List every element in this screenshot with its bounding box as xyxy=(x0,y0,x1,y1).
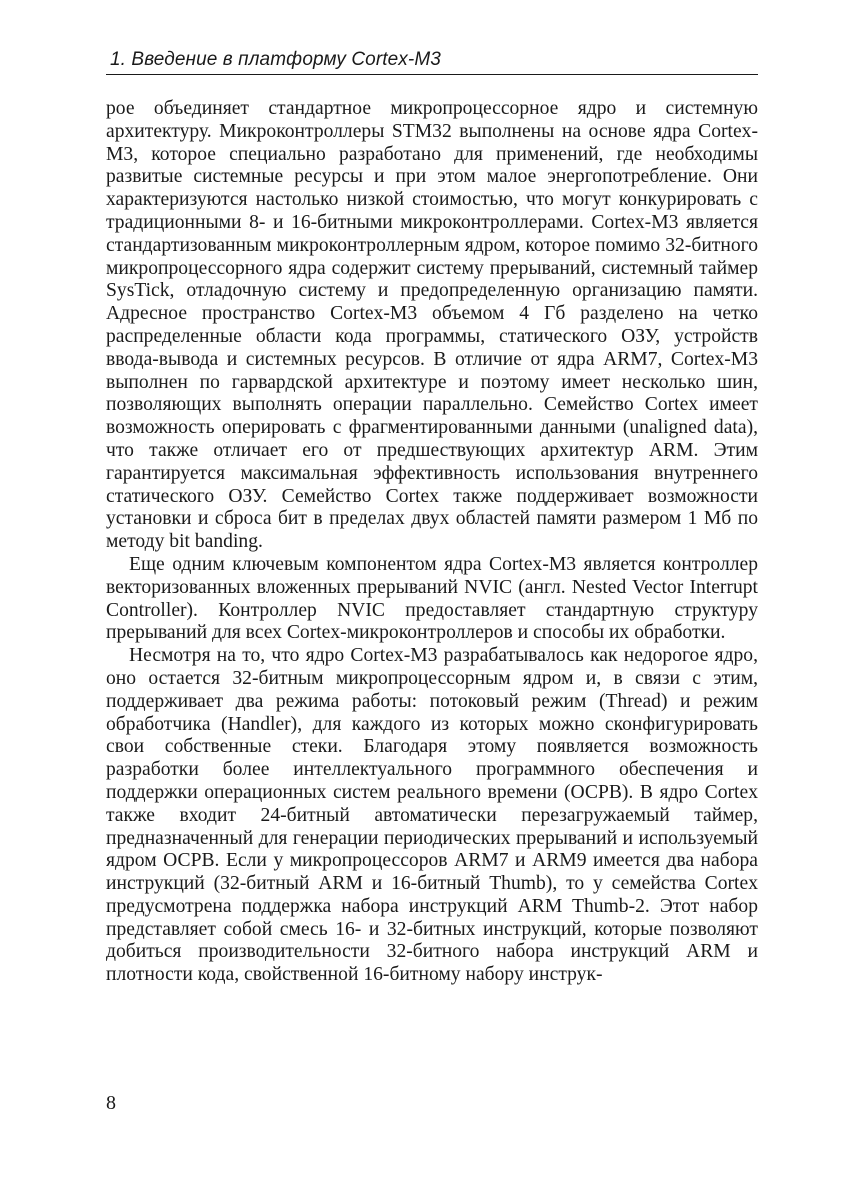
body-text xyxy=(106,98,758,987)
page-number: 8 xyxy=(106,1092,116,1114)
paragraph-2: Еще одним ключевым компонентом ядра Cortex-M3 является контроллер векторизованных вложенных прерываний NVIC (англ. Nested Vector Interrupt Controller). Контроллер NVIC предоставляет стандартную структуру прерываний для всех Cortex-микроконтроллеров и способы их обработки. xyxy=(106,553,758,644)
paragraph-1: рое объединяет стандартное микропроцессорное ядро и системную архитектуру. Микроконтроллеры STM32 выполнены на основе ядра Cortex-M3, которое специально разработано для применений, где необходимы развитые системные ресурсы и при этом малое энергопотребление. Они характеризуются настолько низкой стоимостью, что могут конкурировать с традиционными 8- и 16-битными микроконтроллерами. Cortex-M3 является стандартизованным микроконтроллерным ядром, которое помимо 32-битного микропроцессорного ядра содержит систему прерываний, системный таймер SysTick, отладочную систему и предопределенную организацию памяти. Адресное пространство Cortex-M3 объемом 4 Гб разделено на четко распределенные области кода программы, статического ОЗУ, устройств ввода-вывода и системных ресурсов. В отличие от ядра ARM7, Cortex-M3 выполнен по гарвардской архитектуре и поэтому имеет несколько шин, позволяющих выполнять операции параллельно. Семейство Cortex имеет возможность оперировать с фрагментированными данными (unaligned data), что также отличает его от предшествующих архитектур ARM. Этим гарантируется максимальная эффективность использования внутреннего статического ОЗУ. Семейство Cortex также поддерживает возможности установки и сброса бит в пределах двух областей памяти размером 1 Мб по методу bit banding. xyxy=(106,98,758,553)
running-header-title: 1. Введение в платформу Cortex-M3 xyxy=(110,49,441,70)
paragraph-3: Несмотря на то, что ядро Cortex-M3 разрабатывалось как недорогое ядро, оно остается 32-битным микропроцессорным ядром и, в связи с этим, поддерживает два режима работы: потоковый режим (Thread) и режим обработчика (Handler), для каждого из которых можно сконфигурировать свои собственные стеки. Благодаря этому появляется возможность разработки более интеллектуального программного обеспечения и поддержки операционных систем реального времени (ОСРВ). В ядро Cortex также входит 24-битный автоматически перезагружаемый таймер, предназначенный для генерации периодических прерываний и используемый ядром ОСРВ. Если у микропроцессоров ARM7 и ARM9 имеется два набора инструкций (32-битный ARM и 16-битный Thumb), то у семейства Cortex предусмотрена поддержка набора инструкций ARM Thumb-2. Этот набор представляет собой смесь 16- и 32-битных инструкций, которые позволяют добиться производительности 32-битного набора инструкций ARM и плотности кода, свойственной 16-битному набору инструк- xyxy=(106,645,758,986)
running-header xyxy=(106,40,758,75)
